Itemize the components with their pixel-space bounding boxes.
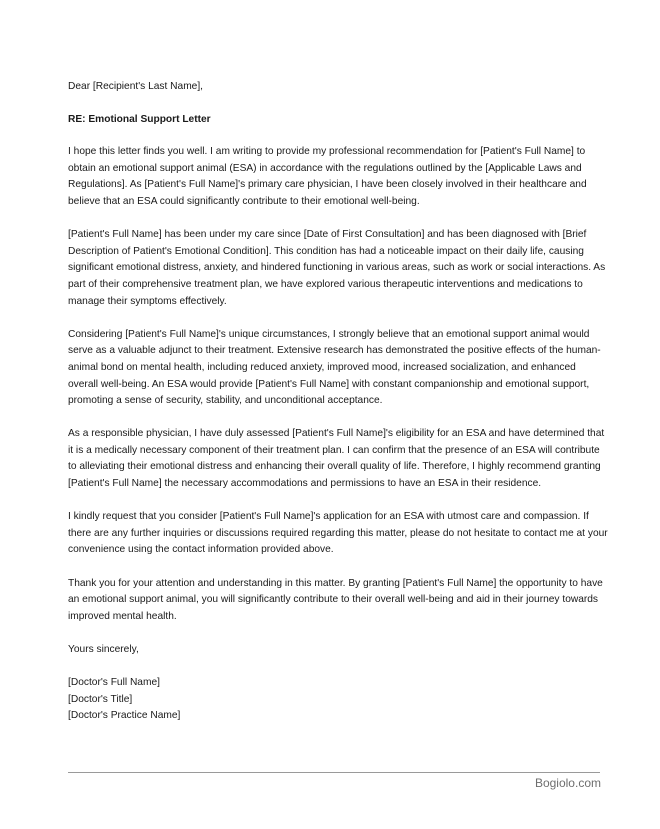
paragraph-thanks: Thank you for your attention and understanding in this matter. By granting [Patient's Full Name] the opportunity to have an emotional support animal, you will significantly contribute to their overall well-being and aid in their journey towards improved mental health. [68, 577, 603, 622]
paragraph-assessment: As a responsible physician, I have duly assessed [Patient's Full Name]'s eligibility for an ESA and have determined that it is a medically necessary component of their treatment plan. I can confirm that the presence of an ESA will contribute to alleviating their emotional distress and enhancing their overall quality of life. Therefore, I highly recommend granting [Patient's Full Name] the necessary accommodations and permissions to have an ESA in their residence. [68, 428, 605, 490]
paragraph-diagnosis: [Patient's Full Name] has been under my care since [Date of First Consultation] and has been diagnosed with [Brief Description of Patient's Emotional Condition]. This condition has had a noticeable impact on their daily life, causing significant emotional distress, anxiety, and hindered functioning in various areas, such as work or social interactions. As part of their comprehensive treatment plan, we have explored various therapeutic interventions and medications to manage their symptoms effectively. [68, 229, 606, 307]
paragraph-request: I kindly request that you consider [Patient's Full Name]'s application for an ESA with utmost care and compassion. If there are any further inquiries or discussions required regarding this matter, please do not hesitate to contact me at your convenience using the contact information provided above. [68, 511, 608, 556]
letter-body [68, 79, 608, 725]
signature-practice: [Doctor's Practice Name] [68, 710, 181, 722]
footer-divider [68, 772, 600, 773]
signature-title: [Doctor's Title] [68, 693, 133, 705]
paragraph-intro: I hope this letter finds you well. I am writing to provide my professional recommendation for [Patient's Full Name] to obtain an emotional support animal (ESA) in accordance with the regulations outlined by the [Applicable Laws and Regulations]. As [Patient's Full Name]'s primary care physician, I have been closely involved in their healthcare and believe that an ESA could significantly contribute to their emotional well-being. [68, 146, 587, 207]
closing: Yours sincerely, [68, 644, 139, 655]
signature-block [68, 675, 608, 725]
salutation: Dear [Recipient's Last Name], [68, 81, 204, 92]
subject-line: RE: Emotional Support Letter [68, 113, 211, 125]
signature-name: [Doctor's Full Name] [68, 677, 160, 689]
paragraph-benefits: Considering [Patient's Full Name]'s unique circumstances, I strongly believe that an emotional support animal would serve as a valuable adjunct to their treatment. Extensive research has demonstrated the positive effects of the human-animal bond on mental health, including reduced anxiety, improved mood, increased socialization, and enhanced overall well-being. An ESA would provide [Patient's Full Name] with constant companionship and emotional support, promoting a sense of security, stability, and unconditional acceptance. [68, 328, 601, 407]
footer-brand: Bogiolo.com [534, 776, 601, 790]
